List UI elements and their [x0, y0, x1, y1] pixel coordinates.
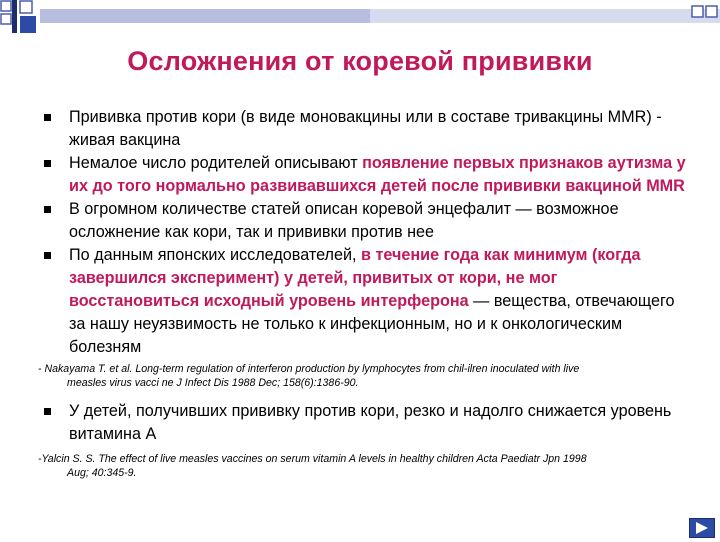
reference-line: -Yalcin S. S. The effect of live measles vaccines on serum vitamin A levels in healthy children Acta Paediatr Jpn 1998: [38, 453, 587, 465]
square-bullet-icon: [44, 114, 51, 121]
slide-title: Осложнения от коревой прививки: [127, 46, 593, 76]
bullet-text: У детей, получивших прививку против кори, резко и надолго снижается уровень витамина А: [69, 402, 672, 443]
square-bullet-icon: [44, 206, 51, 213]
bullet-text: Немалое число родителей описывают: [69, 154, 363, 172]
slide-content: [0, 106, 720, 480]
bullet-highlight: появление первых признаков аутизма у их до того нормально развивавшихся детей после прививки вакциной MMR: [69, 154, 686, 195]
reference-line: measles virus vacci ne J Infect Dis 1988 Dec; 158(6):1386-90.: [67, 377, 359, 389]
next-slide-icon: [690, 519, 714, 537]
next-slide-button[interactable]: [689, 518, 715, 538]
bullet-item: [0, 244, 720, 359]
reference-citation: [0, 452, 720, 480]
bullet-text: Прививка против кори (в виде моновакцины или в составе тривакцины MMR) - живая вакцина: [69, 108, 662, 149]
decorative-squares-header: [0, 0, 720, 40]
bullet-text-tail: — вещества, отвечающего за нашу неуязвимость не только к инфекционным, но и к онкологическим болезням: [69, 292, 675, 356]
bullet-item: [0, 400, 720, 446]
bullet-text: По данным японских исследователей,: [69, 246, 362, 264]
square-bullet-icon: [44, 160, 51, 167]
reference-line: - Nakayama T. et al. Long-term regulation of interferon production by lymphocytes from chil-ilren inoculated with live: [38, 363, 580, 375]
reference-line: Aug; 40:345-9.: [67, 467, 137, 479]
reference-citation: [0, 362, 720, 390]
square-bullet-icon: [44, 252, 51, 259]
square-bullet-icon: [44, 408, 51, 415]
bullet-text: В огромном количестве статей описан коревой энцефалит — возможное осложнение как кори, так и прививки против нее: [69, 200, 619, 241]
bullet-item: [0, 106, 720, 152]
bullet-item: [0, 152, 720, 198]
bullet-item: [0, 198, 720, 244]
bullet-highlight: в течение года как минимум (когда завершился эксперимент) у детей, привитых от кори, не мог восстановиться исходный уровень интерферона: [69, 246, 641, 310]
